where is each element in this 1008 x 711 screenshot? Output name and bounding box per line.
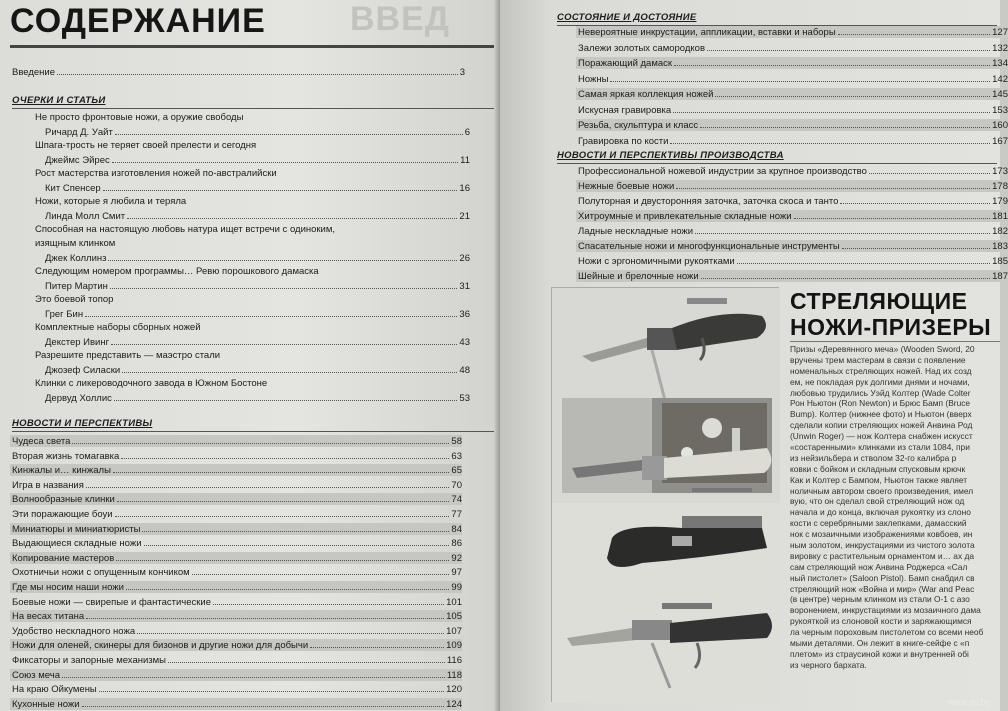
essay-author-0-label: Ричард Д. Уайт [45, 127, 113, 138]
toc-intro-page: 3 [459, 67, 465, 78]
essay-author-2-leader [103, 190, 458, 191]
wealth-item-5-page: 153 [992, 104, 1008, 116]
essay-author-2 [45, 182, 470, 194]
news-item-13-label: Удобство нескладного ножа [12, 625, 136, 637]
wealth-item-4-leader [715, 96, 990, 97]
shooting-knife-photo [551, 287, 779, 702]
news-item-9-page: 97 [451, 567, 462, 579]
news-item-2 [12, 464, 462, 476]
wealth-item-7-page: 167 [992, 135, 1008, 147]
news-item-14-leader [310, 647, 444, 648]
essay-author-8 [45, 364, 470, 376]
essay-author-9-leader [114, 400, 458, 401]
wealth-item-5-leader [673, 112, 990, 113]
article-line-14: вую, что он сделал свой стреляющий нож од [790, 496, 965, 507]
essay-author-8-page: 48 [459, 365, 470, 376]
article-line-17: нок с мозаичными изображениями ковбоев, ин [790, 529, 973, 540]
news-item-8-leader [116, 560, 449, 561]
wealth-item-3 [578, 73, 1008, 85]
prod-item-2-page: 179 [992, 196, 1008, 207]
prod-item-0-page: 173 [992, 166, 1008, 177]
news-item-16 [12, 669, 462, 681]
wealth-item-3-page: 142 [992, 73, 1008, 85]
wealth-item-7 [578, 135, 1008, 147]
news-item-5-leader [115, 516, 450, 517]
wealth-item-0-page: 127 [992, 27, 1008, 38]
news-item-17 [12, 683, 462, 695]
news-item-4-page: 74 [451, 494, 462, 506]
prod-item-7-leader [701, 278, 990, 279]
news-item-2-label: Кинжалы и… кинжалы [12, 465, 111, 477]
news-item-10-page: 99 [451, 582, 462, 593]
prod-item-1-label: Нежные боевые ножи [578, 181, 675, 192]
prod-item-0 [578, 165, 1008, 177]
news-item-3 [12, 479, 462, 491]
section-news: НОВОСТИ И ПЕРСПЕКТИВЫ [12, 418, 153, 429]
news-item-5-page: 77 [451, 509, 462, 520]
news-item-6-page: 84 [451, 523, 462, 535]
news-item-13-page: 107 [446, 625, 462, 637]
news-item-15-page: 116 [446, 655, 462, 666]
prod-item-4-label: Ладные нескладные ножи [578, 226, 694, 237]
prod-item-4-page: 182 [992, 226, 1008, 237]
section-production-rule [557, 163, 997, 164]
watermark: www.ay.by [947, 697, 990, 707]
article-line-21: ный пистолет» (Saloon Pistol). Бамп снабдил св [790, 572, 975, 583]
article-line-11: ковки с бойком и складным спусковым крючк [790, 463, 966, 474]
article-line-28: плетом» из страусиной кожи и внутренней обі [790, 648, 969, 659]
prod-item-3-label: Хитроумные и привлекательные складные ножи [578, 211, 792, 222]
ghost-title: ВВЕД [350, 0, 451, 38]
article-line-20: сам стреляющий нож Анвина Роджерса «Сал [790, 561, 968, 572]
essay-title-1: Шпага-трость не теряет своей прелести и сегодня [35, 140, 257, 151]
news-item-1 [12, 450, 462, 462]
article-line-29: из черного бархата. [790, 659, 867, 670]
article-line-12: Как и Колтер с Бампом, Ньютон также являет [790, 474, 968, 485]
article-rule [790, 341, 1000, 342]
prod-item-5-label: Спасательные ножи и многофункциональные инструменты [578, 241, 840, 252]
essay-author-6-label: Грег Бин [45, 309, 84, 320]
essay-author-9-label: Дервуд Холлис [45, 393, 112, 404]
prod-item-5-page: 183 [992, 241, 1008, 252]
essay-author-5 [45, 280, 470, 292]
news-item-14-label: Ножи для оленей, скинеры для бизонов и другие ножи для добычи [12, 640, 309, 652]
essay-title-4: Способная на настоящую любовь натура ищет встречи с одиноким, [35, 224, 336, 235]
article-line-26: ла черным пороховым пистолетом со всеми необ [790, 627, 984, 638]
article-line-2: номенальных стреляющих ножей. Над их созд [790, 365, 972, 376]
wealth-item-2-page: 134 [992, 58, 1008, 69]
essay-title-9: Клинки с ликероводочного завода в Южном Бостоне [35, 378, 268, 389]
wealth-item-6-page: 160 [992, 120, 1008, 131]
essay-author-8-label: Джозеф Силаски [45, 365, 121, 376]
essay-author-7-page: 43 [459, 337, 470, 348]
essay-author-7-leader [111, 344, 457, 345]
essay-author-3-leader [127, 218, 457, 219]
essay-author-6-leader [85, 316, 457, 317]
toc-intro-label: Введение [12, 67, 56, 78]
news-item-12-leader [86, 618, 444, 619]
essay-author-0-page: 6 [464, 127, 470, 138]
title-rule [10, 45, 498, 48]
essay-author-0-leader [115, 134, 463, 135]
news-item-17-page: 120 [446, 684, 462, 696]
wealth-item-6 [578, 119, 1008, 131]
news-item-10-label: Где мы носим наши ножи [12, 582, 124, 593]
news-item-15 [12, 654, 462, 666]
essay-author-4-leader [108, 260, 457, 261]
news-item-18-page: 124 [446, 698, 462, 710]
essay-author-3-page: 21 [459, 211, 470, 222]
news-item-16-label: Союз меча [12, 669, 60, 681]
article-line-22: стреляющий нож «Война и мир» (War and Peac [790, 583, 975, 594]
prod-item-7-page: 187 [992, 271, 1008, 282]
news-item-0-leader [72, 443, 449, 444]
essay-title-cont-4: изящным клинком [35, 238, 116, 249]
news-item-10-leader [126, 589, 450, 590]
news-item-11-label: Боевые ножи — свирепые и фантастические [12, 596, 211, 608]
news-item-16-page: 118 [446, 669, 462, 681]
news-item-5-label: Эти поражающие боуи [12, 509, 113, 520]
article-line-27: мыми деталями. Он лежит в книге-сейфе с «п [790, 638, 970, 649]
prod-item-7 [578, 270, 1008, 282]
prod-item-0-leader [869, 173, 990, 174]
article-line-23: (в центре) черным клинком из стали О-1 с азо [790, 594, 970, 605]
prod-item-1-page: 178 [992, 181, 1008, 192]
news-item-13-leader [137, 633, 444, 634]
article-line-10: из нейзильбера и стволом 32-го калибра р [790, 452, 957, 463]
essay-author-5-label: Питер Мартин [45, 281, 108, 292]
prod-item-4-leader [695, 233, 990, 234]
section-production: НОВОСТИ И ПЕРСПЕКТИВЫ ПРОИЗВОДСТВА [557, 150, 784, 161]
wealth-item-2 [578, 57, 1008, 69]
essay-author-3-label: Линда Молл Смит [45, 211, 126, 222]
article-line-19: вировку с растительным орнаментом и… ах да [790, 550, 975, 561]
news-item-4-label: Волнообразные клинки [12, 494, 115, 506]
wealth-item-3-leader [610, 81, 990, 82]
essay-author-1 [45, 154, 470, 166]
prod-item-3-leader [794, 218, 991, 219]
prod-item-5 [578, 240, 1008, 252]
news-item-3-label: Игра в названия [12, 479, 84, 491]
news-item-6-label: Миниатюры и миниатюристы [12, 523, 141, 535]
article-line-24: воронением, инкрустациями из мозаичного дама [790, 605, 981, 616]
news-item-11-page: 101 [446, 596, 462, 608]
prod-item-6 [578, 255, 1008, 267]
wealth-item-0-label: Невероятные инкрустации, аппликации, вставки и наборы [578, 27, 836, 38]
essay-author-2-label: Кит Спенсер [45, 183, 101, 194]
wealth-item-1-leader [707, 50, 990, 51]
article-line-1: вручены трем мастерам в связи с появление [790, 354, 966, 365]
prod-item-6-page: 185 [992, 256, 1008, 267]
essay-author-1-label: Джеймс Эйрес [45, 155, 110, 166]
wealth-item-0-leader [838, 34, 990, 35]
news-item-4-leader [117, 501, 450, 502]
essay-title-0: Не просто фронтовые ножи, а оружие свободы [35, 112, 244, 123]
news-item-18-leader [82, 706, 445, 707]
news-item-7-label: Выдающиеся складные ножи [12, 538, 142, 550]
news-item-12-label: На весах титана [12, 611, 85, 623]
news-item-1-label: Вторая жизнь томагавка [12, 450, 120, 462]
section-essays: ОЧЕРКИ И СТАТЬИ [12, 95, 106, 106]
article-title: СТРЕЛЯЮЩИЕ НОЖИ-ПРИЗЕРЫ [790, 288, 992, 340]
news-item-3-page: 70 [451, 479, 462, 491]
page-title: СОДЕРЖАНИЕ [10, 2, 266, 40]
news-item-12-page: 105 [446, 611, 462, 623]
news-item-6-leader [142, 531, 449, 532]
toc-intro [12, 66, 465, 78]
news-item-3-leader [86, 487, 450, 488]
wealth-item-6-leader [700, 127, 990, 128]
wealth-item-0 [578, 26, 1008, 38]
article-body [790, 344, 1000, 671]
wealth-item-4-label: Самая яркая коллекция ножей [578, 89, 714, 100]
wealth-item-4-page: 145 [992, 89, 1008, 100]
news-item-11 [12, 596, 462, 608]
article-line-5: Рон Ньютон (Ron Newton) и Брюс Бамп (Bruce [790, 398, 971, 409]
news-item-7-leader [144, 545, 450, 546]
essay-author-5-page: 31 [459, 281, 470, 292]
toc-intro-leader [57, 74, 458, 75]
essay-author-9-page: 53 [459, 393, 470, 404]
article-line-15: начала и до конца, включая рукоятку из слоно [790, 507, 971, 518]
essay-title-6: Это боевой топор [35, 294, 114, 305]
news-item-14-page: 109 [446, 640, 462, 652]
article-line-18: ным золотом, инкрустациями из чистого золота [790, 540, 975, 551]
news-item-15-label: Фиксаторы и запорные механизмы [12, 655, 166, 666]
news-item-4 [12, 493, 462, 505]
news-item-2-leader [113, 472, 450, 473]
news-item-8-page: 92 [451, 552, 462, 564]
essay-author-0 [45, 126, 470, 138]
wealth-item-1 [578, 42, 1008, 54]
article-line-4: любовью трудились Уэйд Колтер (Wade Colter [790, 387, 971, 398]
news-item-14 [12, 639, 462, 651]
essay-author-3 [45, 210, 470, 222]
news-item-0-label: Чудеса света [12, 436, 71, 447]
wealth-item-2-label: Поражающий дамаск [578, 58, 673, 69]
article-line-6: Bump). Колтер (нижнее фото) и Ньютон (вверх [790, 409, 972, 420]
essay-author-7 [45, 336, 470, 348]
news-item-9 [12, 566, 462, 578]
news-item-1-leader [121, 458, 449, 459]
prod-item-2-label: Полуторная и двусторонняя заточка, заточка скоса и танто [578, 196, 839, 207]
essay-title-2: Рост мастерства изготовления ножей по-австралийски [35, 168, 277, 179]
wealth-item-1-label: Залежи золотых самородков [578, 42, 706, 54]
news-item-18-label: Кухонные ножи [12, 698, 80, 710]
article-line-9: «состаренными» клинками из стали 1084, при [790, 442, 970, 453]
news-item-18 [12, 698, 462, 710]
essay-title-3: Ножи, которые я любила и теряла [35, 196, 187, 207]
news-item-16-leader [62, 677, 445, 678]
prod-item-7-label: Шейные и брелочные ножи [578, 271, 699, 282]
essay-author-4-page: 26 [459, 253, 470, 264]
article-line-8: (Unwin Roger) — нож Колтера снабжен искусст [790, 431, 973, 442]
news-item-11-leader [213, 604, 444, 605]
news-item-6 [12, 523, 462, 535]
wealth-item-7-leader [670, 143, 990, 144]
news-item-0-page: 58 [451, 436, 462, 447]
prod-item-3 [578, 210, 1008, 222]
prod-item-6-leader [737, 263, 990, 264]
wealth-item-1-page: 132 [992, 42, 1008, 54]
essay-author-8-leader [122, 372, 457, 373]
news-item-8-label: Копирование мастеров [12, 552, 115, 564]
wealth-item-3-label: Ножны [578, 73, 609, 85]
news-item-13 [12, 625, 462, 637]
news-item-8 [12, 552, 462, 564]
essay-author-6-page: 36 [459, 309, 470, 320]
article-line-16: кости с серебряными заклепками, дамасский [790, 518, 967, 529]
wealth-item-6-label: Резьба, скульптура и класс [578, 120, 699, 131]
news-item-7 [12, 537, 462, 549]
wealth-item-5-label: Искусная гравировка [578, 104, 672, 116]
article-line-3: ем, не покладая рук долгими днями и ночами, [790, 376, 970, 387]
news-item-10 [12, 581, 462, 593]
essay-author-9 [45, 392, 470, 404]
prod-item-1 [578, 180, 1008, 192]
prod-item-5-leader [842, 248, 990, 249]
left-page [0, 0, 498, 711]
news-item-9-leader [192, 574, 450, 575]
essay-author-4-label: Джек Коллинз [45, 253, 107, 264]
section-news-rule [12, 431, 497, 432]
essay-author-4 [45, 252, 470, 264]
essay-author-5-leader [110, 288, 458, 289]
news-item-1-page: 63 [451, 450, 462, 462]
article-line-7: сделали копии стреляющих ножей Анвина Род [790, 420, 973, 431]
prod-item-6-label: Ножи с эргономичными рукоятками [578, 256, 735, 267]
news-item-12 [12, 610, 462, 622]
news-item-17-leader [99, 691, 444, 692]
essay-author-2-page: 16 [459, 183, 470, 194]
news-item-9-label: Охотничьи ножи с опущенным кончиком [12, 567, 190, 579]
wealth-item-7-label: Гравировка по кости [578, 135, 669, 147]
prod-item-0-label: Профессиональной ножевой индустрии за крупное производство [578, 166, 867, 177]
news-item-15-leader [168, 662, 445, 663]
wealth-item-4 [578, 88, 1008, 100]
article-line-25: рукояткой из слоновой кости и заряжающимся [790, 616, 972, 627]
wealth-item-2-leader [674, 65, 990, 66]
prod-item-4 [578, 225, 1008, 237]
essay-author-7-label: Декстер Ивинг [45, 337, 110, 348]
prod-item-2-leader [840, 203, 990, 204]
essay-author-1-page: 11 [460, 155, 470, 166]
article-line-13: ноличным автором своего произведения, имел [790, 485, 974, 496]
news-item-5 [12, 508, 462, 520]
essay-author-1-leader [112, 162, 458, 163]
section-essays-rule [12, 108, 497, 109]
news-item-0 [12, 435, 462, 447]
news-item-17-label: На краю Ойкумены [12, 684, 97, 696]
news-item-7-page: 86 [451, 538, 462, 550]
news-item-2-page: 65 [451, 465, 462, 477]
prod-item-3-page: 181 [992, 211, 1008, 222]
article-line-0: Призы «Деревянного меча» (Wooden Sword, 20 [790, 344, 975, 354]
prod-item-1-leader [676, 188, 990, 189]
essay-author-6 [45, 308, 470, 320]
prod-item-2 [578, 195, 1008, 207]
wealth-item-5 [578, 104, 1008, 116]
essay-title-5: Следующим номером программы… Ревю порошкового дамаска [35, 266, 319, 277]
essay-title-8: Разрешите представить — маэстро стали [35, 350, 221, 361]
essay-title-7: Комплектные наборы сборных ножей [35, 322, 201, 333]
section-wealth: СОСТОЯНИЕ И ДОСТОЯНИЕ [557, 12, 697, 23]
